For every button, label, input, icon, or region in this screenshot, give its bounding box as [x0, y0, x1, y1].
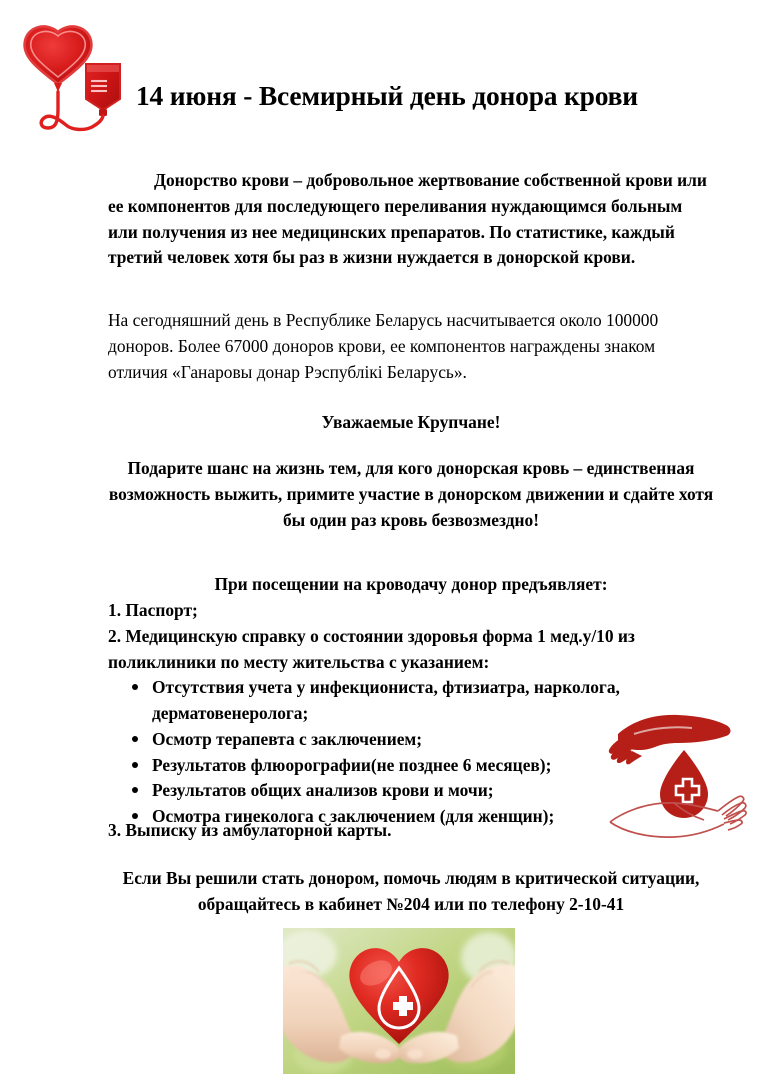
- contact-paragraph: Если Вы решили стать донором, помочь людям в критической ситуации, обращайтесь в кабинет №204 или по телефону 2-10-41: [122, 868, 700, 914]
- page-title: 14 июня - Всемирный день донора крови: [136, 80, 638, 111]
- bullet-icon: [132, 684, 138, 690]
- statistics-paragraph: На сегодняшний день в Республике Беларусь насчитывается около 100000 доноров. Более 67000 доноров крови, ее компонентов награждены знаком отличия «Ганаровы донар Рэспублікі Беларусь».: [108, 310, 659, 382]
- list-item-label: Результатов флюорографии(не позднее 6 месяцев);: [152, 754, 552, 775]
- blood-drop-icon: [660, 750, 708, 818]
- list-item-label: Отсутствия учета у инфекциониста, фтизиатра, нарколога, дерматовенеролога;: [152, 677, 620, 723]
- intro-paragraph: Донорство крови – добровольное жертвование собственной крови или ее компонентов для последующего переливания нуждающимся больным или получения из нее медицинских препаратов. По статистике, каждый третий человек хотя бы раз в жизни нуждается в донорской крови.: [108, 170, 707, 268]
- red-hand-upper-icon: [609, 715, 731, 764]
- poster-header: [0, 18, 768, 150]
- salutation: Уважаемые Крупчане!: [321, 412, 501, 432]
- requirements-heading: При посещении на кроводачу донор предъявляет:: [214, 574, 608, 594]
- list-item-label: Результатов общих анализов крови и мочи;: [152, 780, 494, 801]
- appeal-paragraph: Подарите шанс на жизнь тем, для кого донорская кровь – единственная возможность выжить, примите участие в донорском движении и сдайте хотя бы один раз кровь безвозмездно!: [108, 458, 714, 530]
- list-item-label: Осмотр терапевта с заключением;: [152, 728, 423, 749]
- blood-bag-heart-logo-icon: [14, 24, 126, 148]
- bullet-icon: [132, 787, 138, 793]
- requirement-item-1: 1. Паспорт;: [108, 600, 198, 620]
- requirement-item-3: 3. Выписку из амбулаторной карты.: [108, 820, 392, 840]
- hands-blood-drop-icon: [608, 698, 760, 846]
- hands-holding-heart-photo: [283, 928, 515, 1074]
- requirement-item-2: 2. Медицинскую справку о состоянии здоровья форма 1 мед.у/10 из поликлиники по месту жительства с указанием:: [108, 625, 635, 672]
- bullet-icon: [132, 736, 138, 742]
- list-item-label: Осмотра гинеколога с заключением (для женщин);: [152, 806, 555, 826]
- bullet-icon: [132, 762, 138, 768]
